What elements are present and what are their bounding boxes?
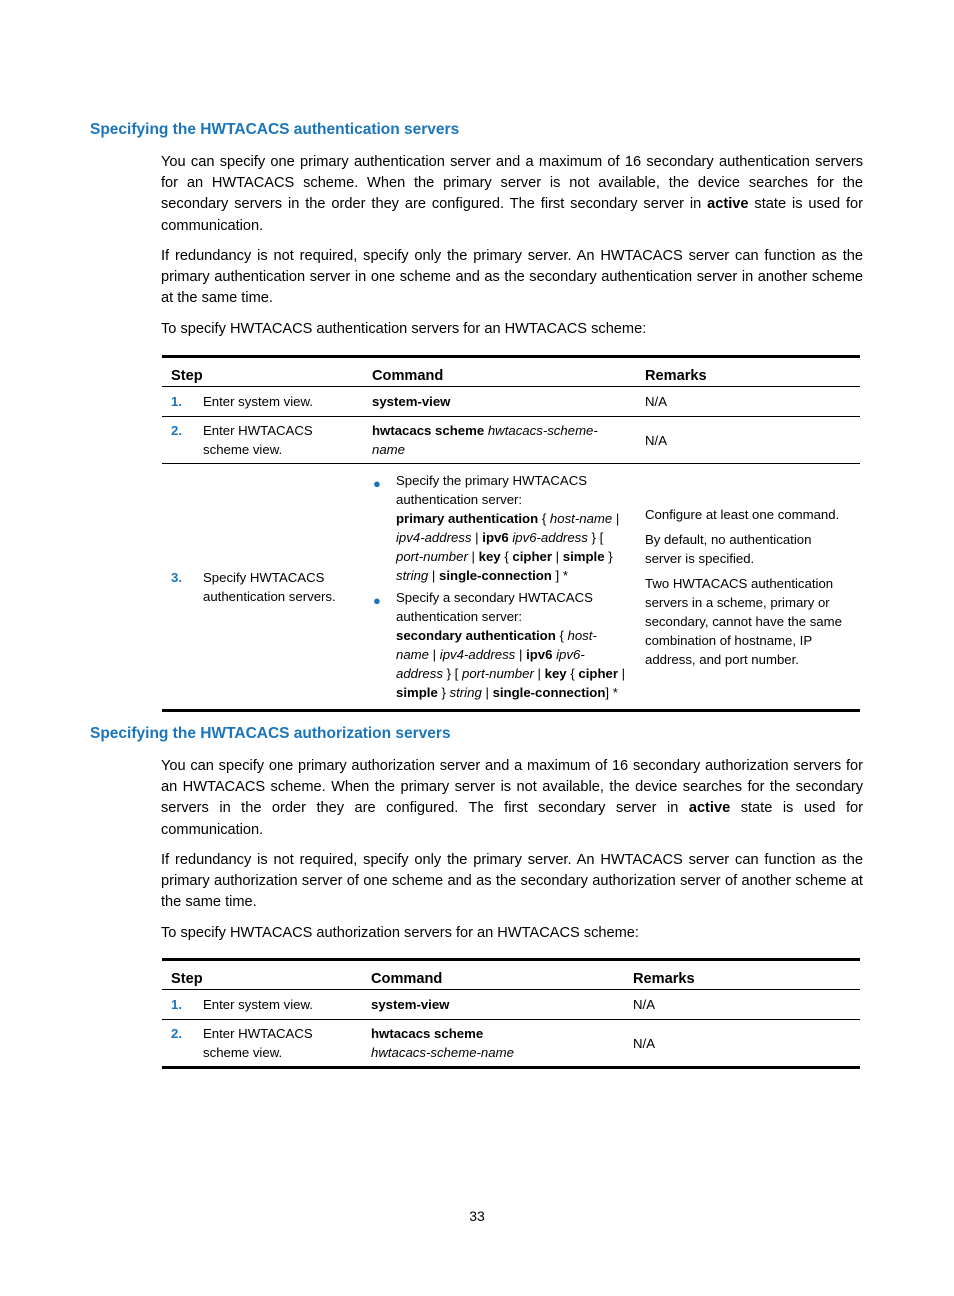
paragraph-authz-lead-in: To specify HWTACACS authorization servers for an HWTACACS scheme: [161, 925, 639, 941]
paragraph-authz-intro: You can specify one primary authorization server and a maximum of 16 secondary authorization servers for an HWTACACS scheme. When the primary server is not available, the device searches for the secondary servers in the order they are configured. The first secondary server in active state is used for communication. [161, 758, 863, 838]
command-cell [362, 990, 624, 1020]
step-description: Enter system view. [203, 394, 313, 409]
bullet-icon: ● [373, 593, 381, 608]
command-argument: hwtacacs-scheme-name [372, 423, 598, 457]
column-header-command: Command [363, 357, 636, 387]
page-number: 33 [469, 1208, 485, 1224]
step-number: 1. [171, 394, 182, 409]
list-item: ● Specify the primary HWTACACS authentication server: primary authentication { host-name | ipv4-address | ipv6 ipv6-address } [ port-number | key { cipher | simple } string | single-connection ] * [373, 473, 620, 583]
remarks-cell [636, 464, 860, 711]
step-cell [162, 1020, 362, 1068]
step-number: 2. [171, 1026, 182, 1041]
step-cell [162, 417, 363, 464]
step-description: Enter HWTACACS scheme view. [203, 1026, 313, 1060]
remarks-cell: N/A [636, 387, 860, 417]
paragraph-auth-intro: You can specify one primary authentication server and a maximum of 16 secondary authentication servers for an HWTACACS scheme. When the primary server is not available, the device searches for the secondary servers in the order they are configured. The first secondary server in active state is used for communication. [161, 154, 863, 234]
command-cell [362, 1020, 624, 1068]
step-cell [162, 464, 363, 711]
column-header-step: Step [162, 960, 362, 990]
paragraph-auth-lead-in: To specify HWTACACS authentication servers for an HWTACACS scheme: [161, 321, 647, 337]
step-cell [162, 990, 362, 1020]
step-number: 3. [171, 569, 182, 585]
command-cell [363, 387, 636, 417]
paragraph-auth-redundancy: If redundancy is not required, specify only the primary server. An HWTACACS server can function as the primary authentication server in one scheme and as the secondary authentication server in another scheme at the same time. [161, 248, 863, 307]
command-keyword: system-view [371, 997, 450, 1012]
paragraph-authz-redundancy: If redundancy is not required, specify only the primary server. An HWTACACS server can function as the primary authorization server of one scheme and as the secondary authorization server of another scheme at the same time. [161, 852, 863, 911]
remark-text: By default, no authentication server is specified. [645, 531, 812, 566]
table-row [162, 1020, 860, 1068]
column-header-remarks: Remarks [624, 960, 860, 990]
command-keyword: system-view [372, 394, 451, 409]
remarks-cell: N/A [624, 990, 860, 1020]
command-keyword: hwtacacs scheme [371, 1026, 484, 1041]
step-description: Enter HWTACACS scheme view. [203, 423, 313, 457]
table-row [162, 464, 860, 711]
authz-servers-table [162, 958, 860, 1069]
command-keyword: hwtacacs scheme [372, 423, 485, 438]
column-header-command: Command [362, 960, 624, 990]
auth-servers-table [162, 355, 860, 712]
command-argument: hwtacacs-scheme-name [371, 1045, 514, 1060]
table-row [162, 990, 860, 1020]
step-number: 1. [171, 997, 182, 1012]
table-row [162, 417, 860, 464]
command-cell [363, 464, 636, 711]
list-item: ● Specify a secondary HWTACACS authentication server: secondary authentication { host-name | ipv4-address | ipv6 ipv6-address } [ port-number | key { cipher | simple } string | single-connection] * [373, 590, 626, 700]
step-description: Specify HWTACACS authentication servers. [203, 569, 336, 604]
table-row [162, 387, 860, 417]
remark-text: Configure at least one command. [645, 506, 840, 522]
remark-text: Two HWTACACS authentication servers in a scheme, primary or secondary, cannot have the same combination of hostname, IP address, and port number. [645, 575, 842, 667]
remarks-cell: N/A [624, 1020, 860, 1068]
step-number: 2. [171, 423, 182, 438]
command-cell [363, 417, 636, 464]
section-heading-authorization: Specifying the HWTACACS authorization servers [90, 725, 451, 742]
step-cell [162, 387, 363, 417]
table-header-row [162, 357, 860, 387]
section-heading-authentication: Specifying the HWTACACS authentication servers [90, 121, 460, 138]
column-header-step: Step [162, 357, 363, 387]
table-header-row [162, 960, 860, 990]
remarks-cell: N/A [636, 417, 860, 464]
column-header-remarks: Remarks [636, 357, 860, 387]
bullet-icon: ● [373, 476, 381, 491]
step-description: Enter system view. [203, 997, 313, 1012]
